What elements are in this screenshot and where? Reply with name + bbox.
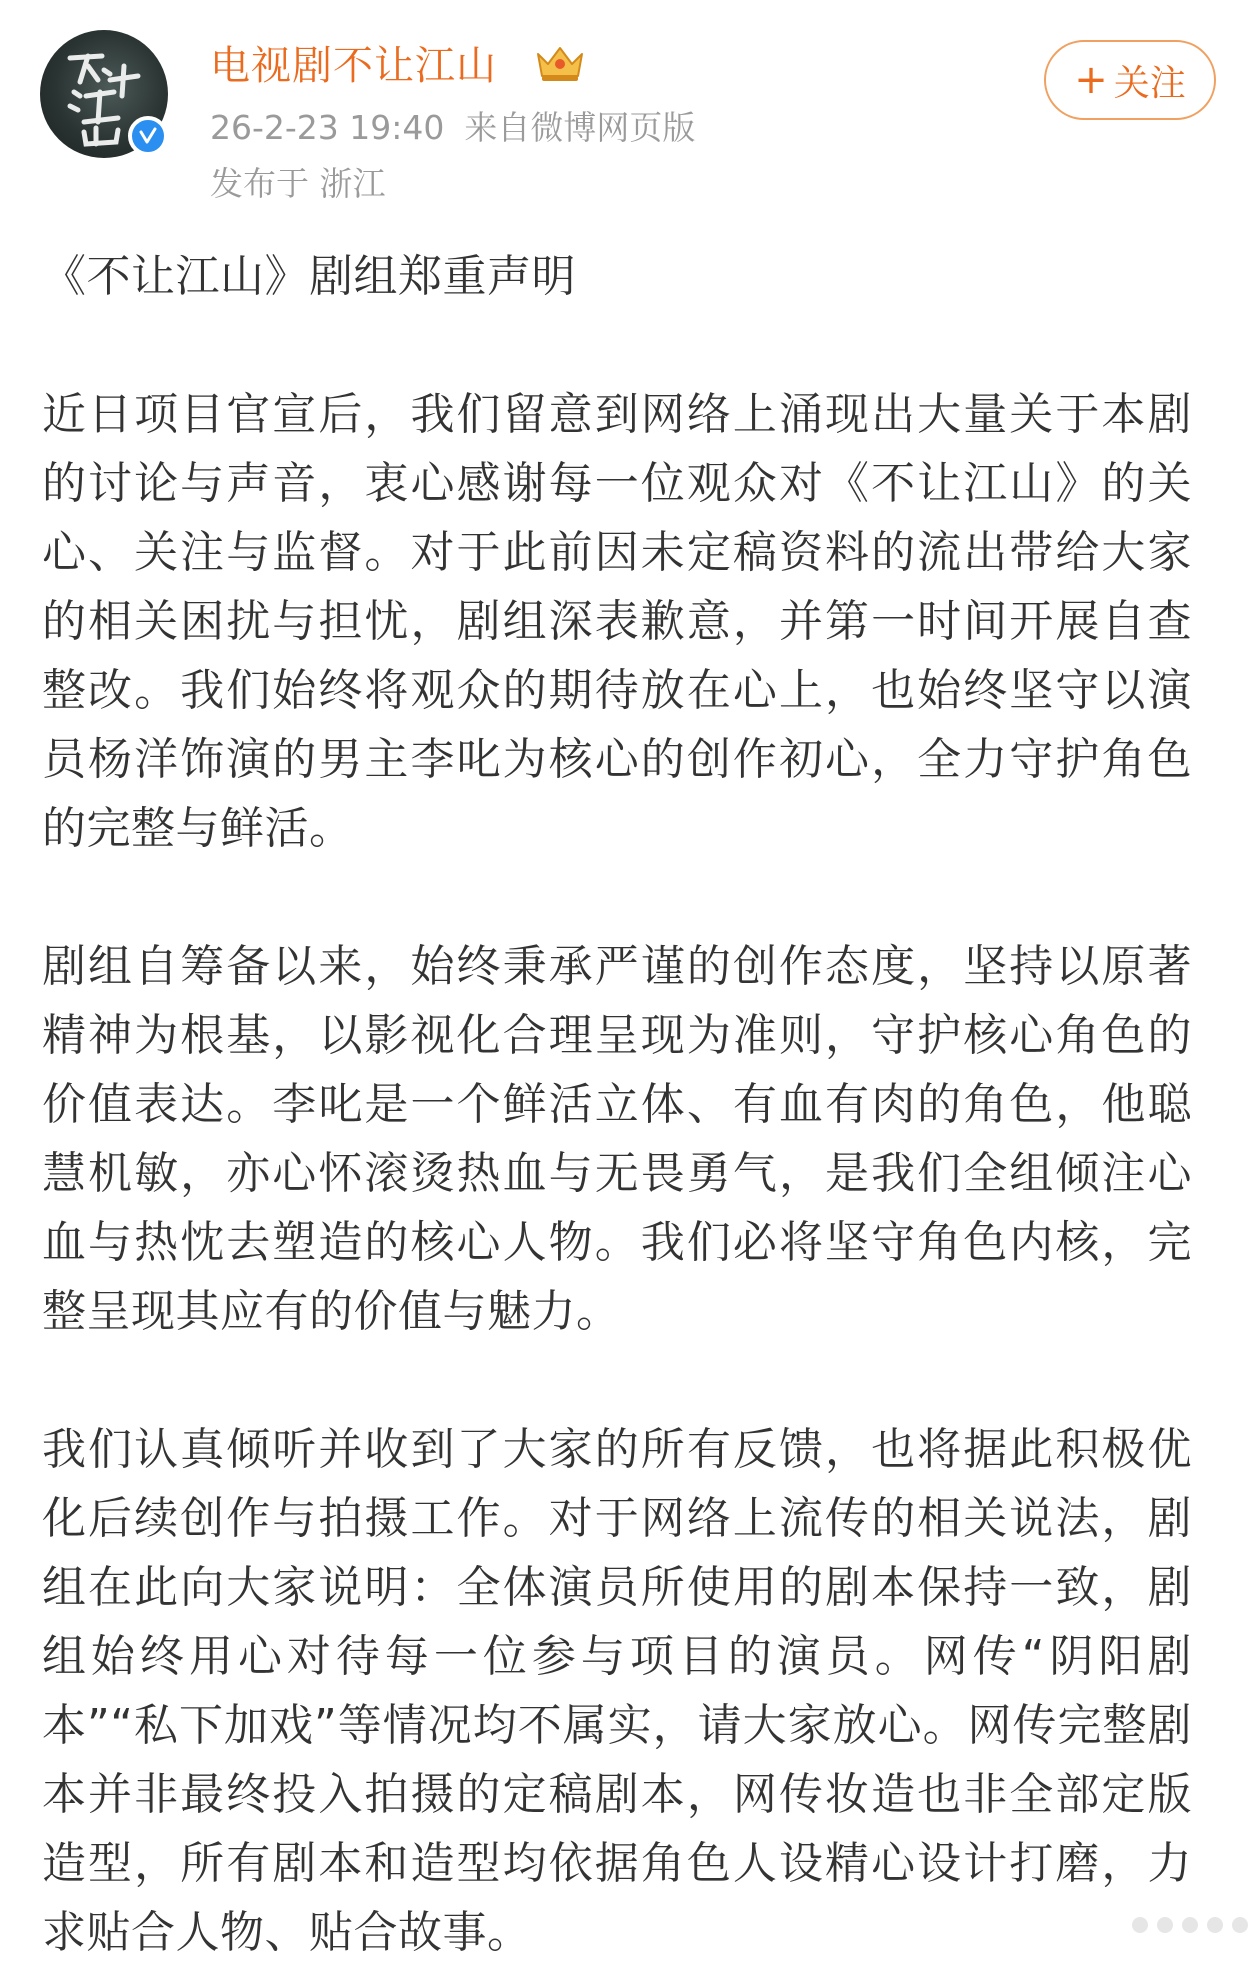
post-title: 《不让江山》剧组郑重声明 (42, 251, 576, 302)
post-source: 来自微博网页版 (464, 108, 696, 147)
post-header (0, 0, 1260, 230)
post-paragraph-2: 剧组自筹备以来，始终秉承严谨的创作态度，坚持以原著精神为根基，以影视化合理呈现为准则，守护核心角色的价值表达。李叱是一个鲜活立体、有血有肉的角色，他聪慧机敏，亦心怀滚烫热血与无畏勇气，是我们全组倾注心血与热忱去塑造的核心人物。我们必将坚守角色内核，完整呈现其应有的价值与魅力。 (42, 941, 1192, 1337)
more-options-icon[interactable] (1120, 1905, 1250, 1945)
crown-icon (532, 40, 588, 84)
post-timestamp: 26-2-23 19:40 (210, 108, 445, 147)
author-name[interactable]: 电视剧不让江山 (210, 43, 497, 89)
post-content (42, 242, 1192, 1967)
post-meta (210, 102, 695, 149)
post-paragraph-3: 我们认真倾听并收到了大家的所有反馈，也将据此积极优化后续创作与拍摄工作。对于网络上流传的相关说法，剧组在此向大家说明：全体演员所使用的剧本保持一致，剧组始终用心对待每一位参与项目的演员。网传“阴阳剧本”“私下加戏”等情况均不属实，请大家放心。网传完整剧本并非最终投入拍摄的定稿剧本，网传妆造也非全部定版造型，所有剧本和造型均依据角色人设精心设计打磨，力求贴合人物、贴合故事。 (42, 1424, 1192, 1958)
verified-badge-icon (128, 116, 168, 156)
follow-button[interactable] (1044, 40, 1216, 120)
follow-label: 关注 (1113, 62, 1186, 104)
post-location: 发布于 浙江 (210, 164, 386, 203)
plus-icon: + (1074, 57, 1108, 103)
post-paragraph-1: 近日项目官宣后，我们留意到网络上涌现出大量关于本剧的讨论与声音，衷心感谢每一位观众对《不让江山》的关心、关注与监督。对于此前因未定稿资料的流出带给大家的相关困扰与担忧，剧组深表歉意，并第一时间开展自查整改。我们始终将观众的期待放在心上，也始终坚守以演员杨洋饰演的男主李叱为核心的创作初心，全力守护角色的完整与鲜活。 (42, 389, 1192, 854)
